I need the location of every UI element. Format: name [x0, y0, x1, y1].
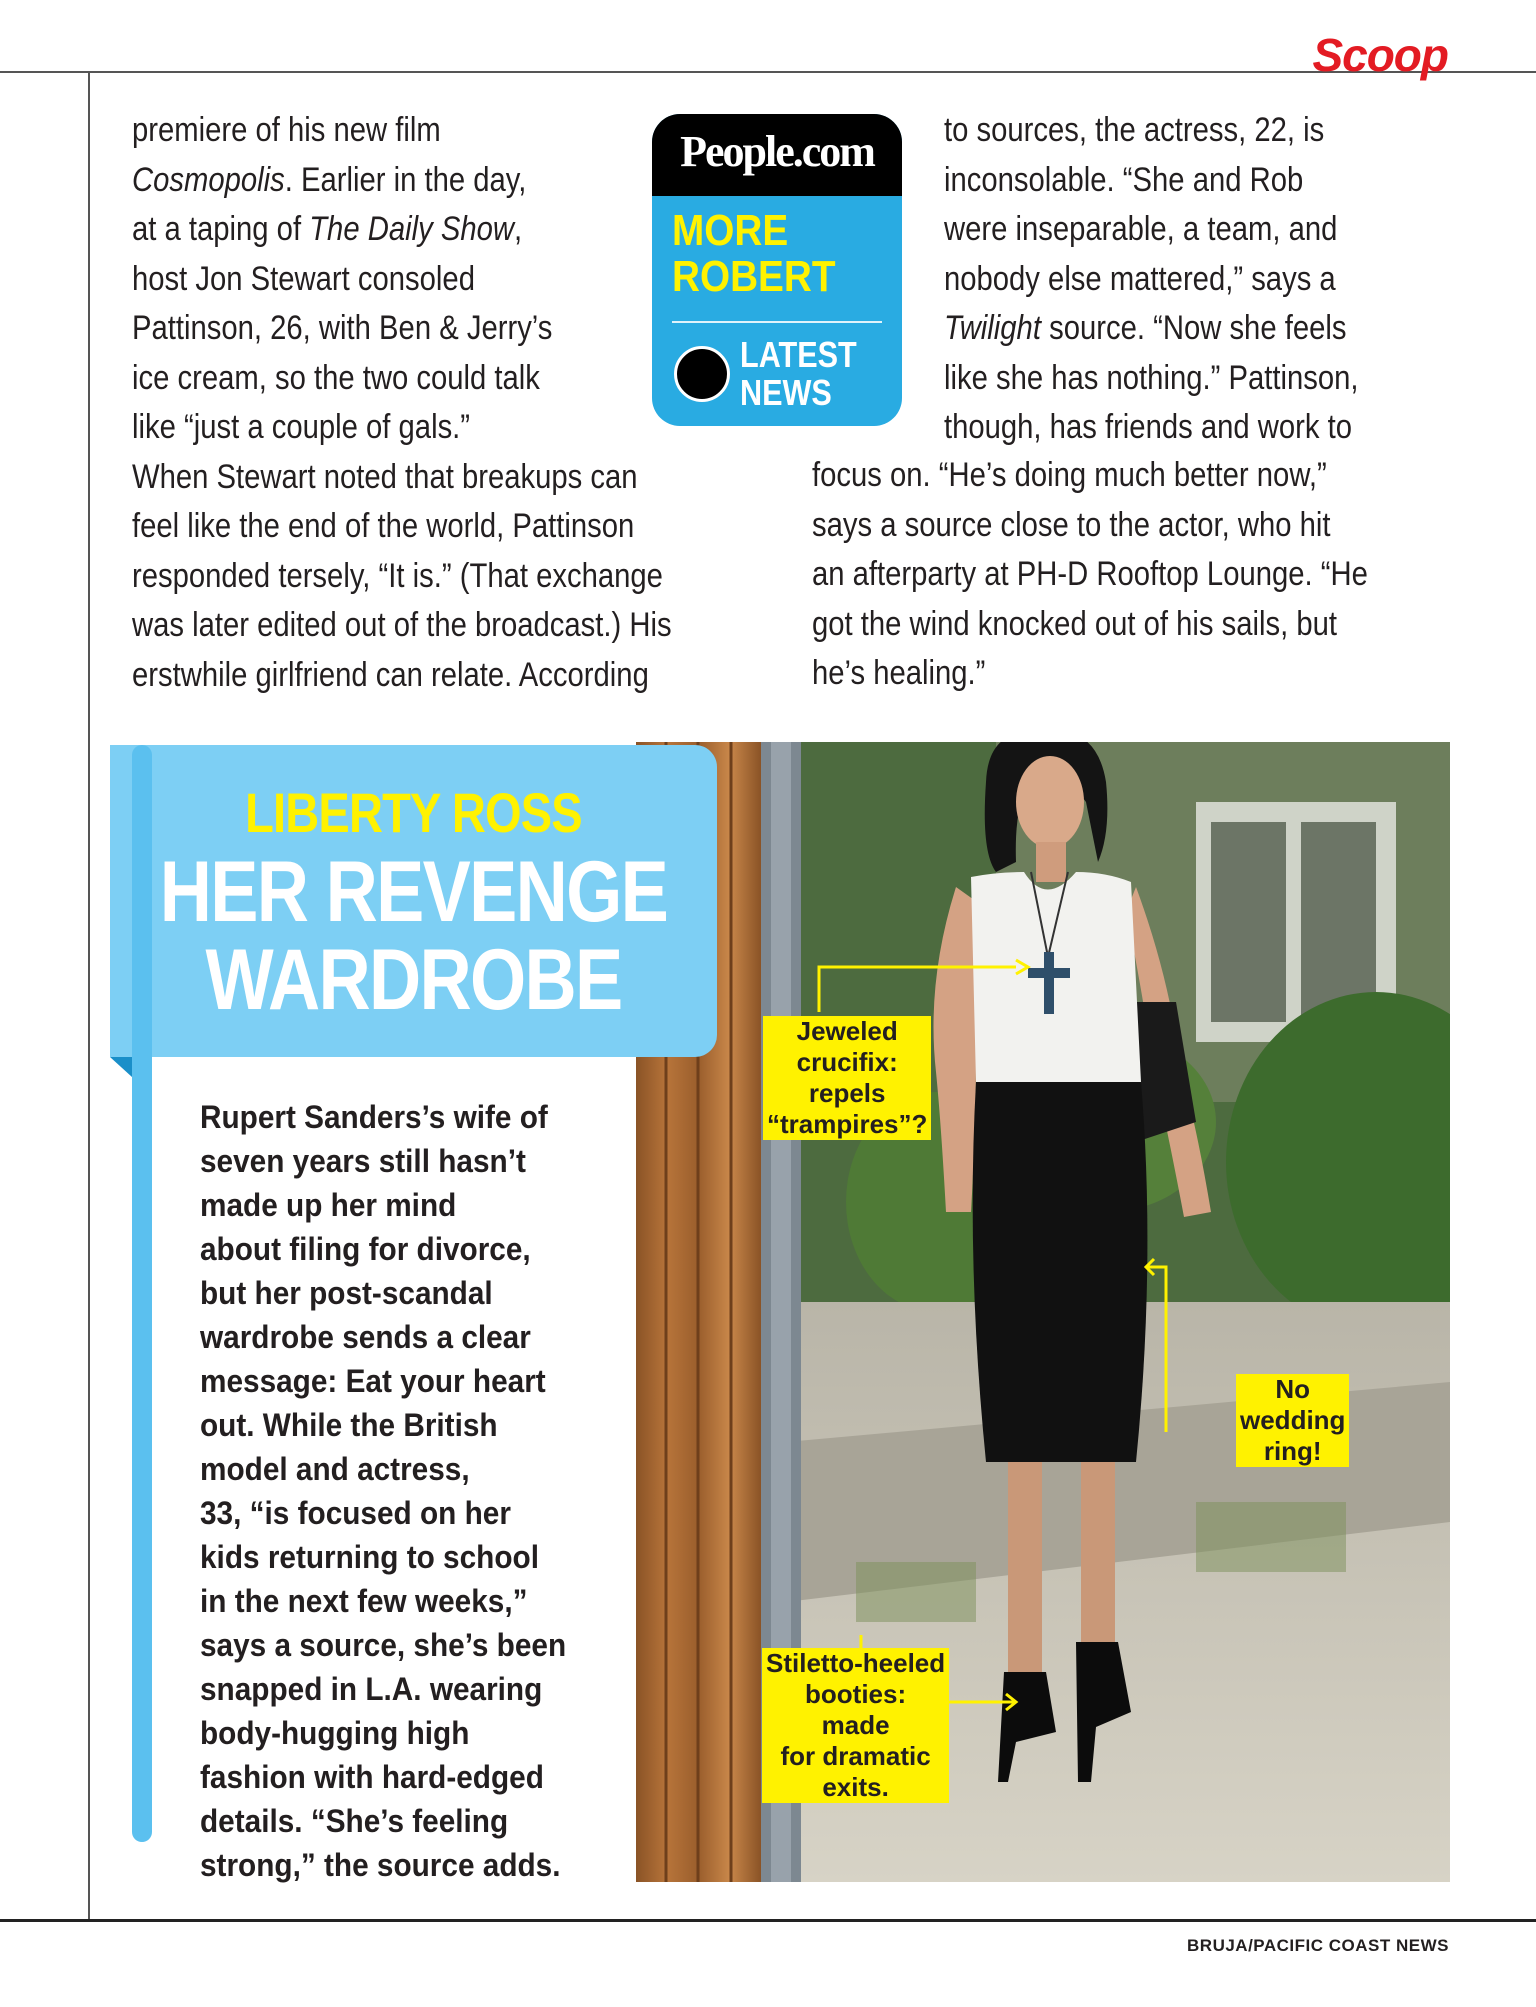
sidebar-line: seven years still hasn’t — [200, 1143, 526, 1179]
promo-more-line1: MORE — [672, 206, 789, 255]
sidebar-header-fold — [110, 1057, 132, 1077]
top-rule — [0, 71, 1536, 73]
article-line: an afterparty at PH-D Rooftop Lounge. “He — [812, 555, 1368, 593]
article-right-column-top — [944, 106, 1464, 453]
callout-text: exits. — [822, 1772, 889, 1802]
article-line: When Stewart noted that breakups can — [132, 457, 638, 496]
callout-text: made — [821, 1710, 890, 1740]
article-line: host Jon Stewart consoled — [132, 259, 475, 298]
promo-news-line2: NEWS — [740, 372, 832, 413]
sidebar-line: wardrobe sends a clear — [200, 1319, 531, 1355]
callout-text: for dramatic — [780, 1741, 931, 1771]
sidebar-line: about filing for divorce, — [200, 1231, 531, 1267]
sidebar-accent-bar — [132, 745, 152, 1842]
callout-text: ring! — [1263, 1436, 1322, 1466]
sidebar-line: but her post-scandal — [200, 1275, 493, 1311]
sidebar-line: fashion with hard-edged — [200, 1759, 544, 1795]
callout-text: No — [1275, 1374, 1311, 1404]
callout-crucifix — [763, 1016, 931, 1140]
article-line: says a source close to the actor, who hit — [812, 505, 1331, 544]
article-line: to sources, the actress, 22, is — [944, 111, 1325, 149]
record-dot-icon — [674, 346, 730, 402]
article-line: nobody else mattered,” says a — [944, 259, 1336, 298]
callout-ring — [1236, 1374, 1349, 1467]
promo-latest-news — [740, 336, 857, 412]
article-right-column-bottom — [812, 451, 1432, 699]
callout-text: Jeweled — [796, 1016, 898, 1046]
sidebar-line: 33, “is focused on her — [200, 1495, 511, 1531]
sidebar-body — [200, 1095, 640, 1887]
callout-text: “trampires”? — [767, 1109, 928, 1139]
sidebar-line: body-hugging high — [200, 1715, 470, 1751]
sidebar-line: out. While the British — [200, 1407, 498, 1443]
sidebar-line: says a source, she’s been — [200, 1627, 567, 1663]
photo-credit: BRUJA/PACIFIC COAST NEWS — [1187, 1936, 1449, 1955]
sidebar-line: Rupert Sanders’s wife of — [200, 1099, 548, 1135]
article-line: Pattinson, 26, with Ben & Jerry’s — [132, 309, 553, 347]
article-line: was later edited out of the broadcast.) His — [132, 606, 672, 644]
people-com-logo: People.com — [680, 127, 874, 176]
photo-illustration — [636, 742, 1450, 1882]
article-line: he’s healing.” — [812, 654, 986, 692]
callout-booties — [762, 1648, 949, 1803]
article-line: responded tersely, “It is.” (That exchange — [132, 556, 663, 595]
people-com-promo[interactable] — [652, 114, 902, 426]
promo-more-line2: ROBERT — [672, 252, 836, 301]
article-line: feel like the end of the world, Pattinson — [132, 507, 635, 545]
bottom-rule — [0, 1919, 1536, 1922]
article-line: erstwhile girlfriend can relate. According — [132, 655, 649, 694]
article-line: at a taping of The Daily Show, — [132, 210, 523, 248]
left-margin-rule — [88, 71, 90, 1921]
article-line: Twilight source. “Now she feels — [944, 309, 1347, 347]
sidebar-line: strong,” the source adds. — [200, 1847, 561, 1883]
sidebar-line: in the next few weeks,” — [200, 1583, 528, 1619]
promo-divider — [672, 321, 882, 323]
sidebar-line: message: Eat your heart — [200, 1363, 546, 1399]
sidebar-line: model and actress, — [200, 1451, 470, 1487]
article-line: like “just a couple of gals.” — [132, 408, 471, 446]
article-line: premiere of his new film — [132, 111, 441, 149]
article-line: Cosmopolis. Earlier in the day, — [132, 160, 527, 199]
promo-more-robert — [672, 208, 835, 300]
article-line: got the wind knocked out of his sails, but — [812, 604, 1338, 643]
sidebar-line: snapped in L.A. wearing — [200, 1671, 543, 1707]
callout-text: wedding — [1240, 1405, 1346, 1435]
article-line: inconsolable. “She and Rob — [944, 160, 1304, 199]
liberty-ross-photo — [636, 742, 1450, 1882]
sidebar-headline — [159, 844, 669, 1028]
section-label: Scoop — [1312, 29, 1448, 81]
sidebar-kicker: LIBERTY ROSS — [245, 781, 582, 844]
callout-text: crucifix: — [796, 1047, 898, 1077]
headline-line1: HER REVENGE — [159, 844, 668, 940]
article-line: were inseparable, a team, and — [944, 210, 1338, 248]
headline-line2: WARDROBE — [205, 932, 622, 1028]
callout-text: repels — [808, 1078, 886, 1108]
promo-news-line1: LATEST — [740, 334, 857, 375]
sidebar-line: details. “She’s feeling — [200, 1803, 509, 1839]
article-line: ice cream, so the two could talk — [132, 358, 540, 397]
sidebar-line: kids returning to school — [200, 1539, 539, 1575]
article-line: focus on. “He’s doing much better now,” — [812, 456, 1327, 494]
callout-text: Stiletto-heeled — [766, 1648, 946, 1678]
article-line: like she has nothing.” Pattinson, — [944, 358, 1359, 397]
article-line: though, has friends and work to — [944, 408, 1352, 446]
sidebar-line: made up her mind — [200, 1187, 457, 1223]
callout-text: booties: — [805, 1679, 907, 1709]
